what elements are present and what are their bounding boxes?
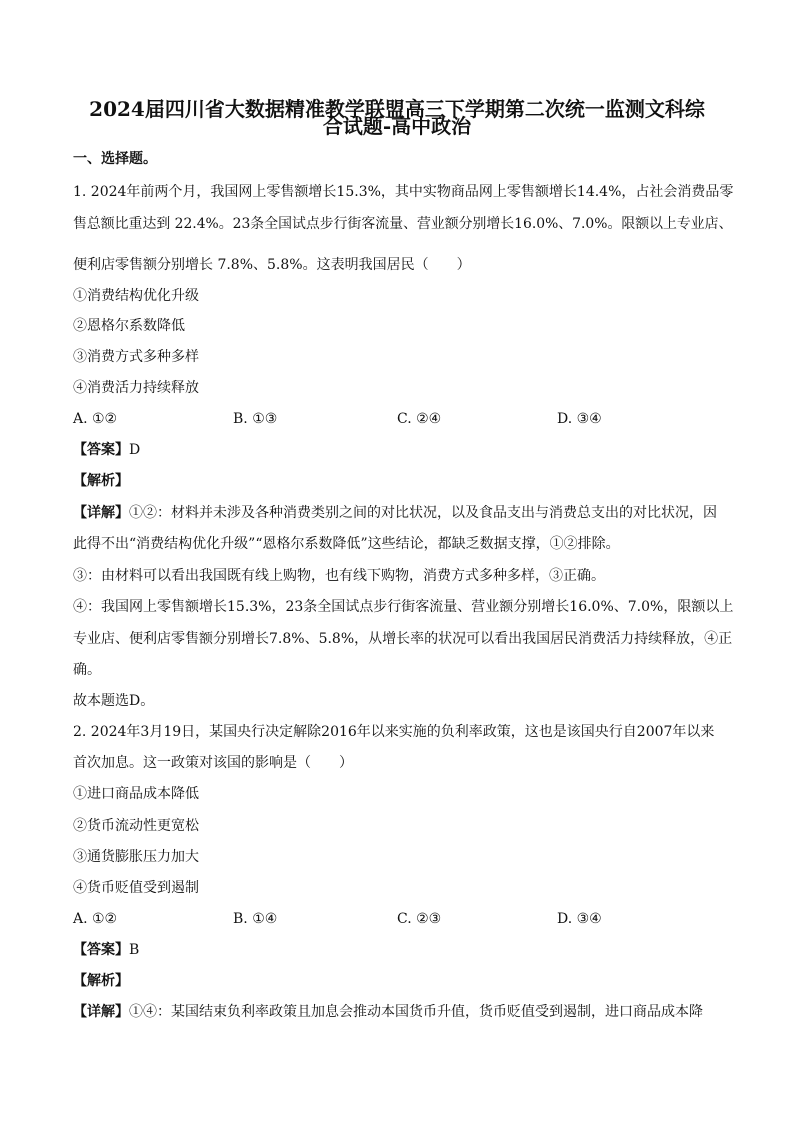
q2-item: ④货币贬值受到遏制 <box>73 880 199 896</box>
answer-value: D <box>129 442 141 458</box>
q1-answer <box>73 441 733 459</box>
q1-option-b: B. ①③ <box>233 411 278 427</box>
q1-stem-line: 售总额比重达到 22.4%。23条全国试点步行街客流量、营业额分别增长16.0%、7.0%。限额以上专业店、 <box>73 216 733 232</box>
q1-option-d: D. ③④ <box>557 411 602 427</box>
q2-analysis-tag: 【解析】 <box>73 973 129 989</box>
q2-option-b: B. ①④ <box>233 911 278 927</box>
answer-tag: 【答案】 <box>73 442 129 458</box>
q1-stem-line: 1. 2024年前两个月，我国网上零售额增长15.3%，其中实物商品网上零售额增长14.4%，占社会消费品零 <box>73 184 734 200</box>
q1-option-a: A. ①② <box>73 411 118 427</box>
q1-explanation-line: 此得不出“消费结构优化升级”“恩格尔系数降低”这些结论，都缺乏数据支撑，①②排除。 <box>73 536 620 552</box>
q2-option-d: D. ③④ <box>557 911 602 927</box>
q2-item: ①进口商品成本降低 <box>73 786 199 802</box>
q2-stem-line: 首次加息。这一政策对该国的影响是（ ） <box>73 755 353 771</box>
q1-item: ②恩格尔系数降低 <box>73 318 185 334</box>
q1-item: ③消费方式多种多样 <box>73 349 199 365</box>
q1-explanation-line <box>73 504 733 522</box>
q1-stem-line: 便利店零售额分别增长 7.8%、5.8%。这表明我国居民（ ） <box>73 257 471 273</box>
document-title-line-1: 2024届四川省大数据精准教学联盟高三下学期第二次统一监测文科综 <box>89 97 705 121</box>
detail-tag: 【详解】 <box>73 505 129 521</box>
q1-explanation-line: 确。 <box>73 662 101 678</box>
explanation-text: ①②：材料并未涉及各种消费类别之间的对比状况，以及食品支出与消费总支出的对比状况，因 <box>129 505 717 521</box>
q1-explanation-line: 故本题选D。 <box>73 693 155 709</box>
q1-explanation-line: ③：由材料可以看出我国既有线上购物，也有线下购物，消费方式多种多样，③正确。 <box>73 568 605 584</box>
answer-tag: 【答案】 <box>73 942 129 958</box>
q1-explanation-line: ④：我国网上零售额增长15.3%，23条全国试点步行街客流量、营业额分别增长16.0%、7.0%，限额以上 <box>73 599 734 615</box>
q1-explanation-line: 专业店、便利店零售额分别增长7.8%、5.8%，从增长率的状况可以看出我国居民消费活力持续释放，④正 <box>73 631 733 647</box>
q2-explanation-line <box>73 1003 733 1021</box>
section-heading: 一、选择题。 <box>73 151 157 167</box>
q2-option-a: A. ①② <box>73 911 118 927</box>
answer-value: B <box>129 942 140 958</box>
q2-answer <box>73 941 733 959</box>
q2-item: ③通货膨胀压力加大 <box>73 849 199 865</box>
q2-option-c: C. ②③ <box>397 911 442 927</box>
q1-item: ④消费活力持续释放 <box>73 380 199 396</box>
explanation-text: ①④：某国结束负利率政策且加息会推动本国货币升值，货币贬值受到遏制，进口商品成本降 <box>129 1004 703 1020</box>
document-title-line-2: 合试题-高中政治 <box>322 114 472 138</box>
q1-option-c: C. ②④ <box>397 411 442 427</box>
q1-analysis-tag: 【解析】 <box>73 473 129 489</box>
q2-item: ②货币流动性更宽松 <box>73 818 199 834</box>
q1-item: ①消费结构优化升级 <box>73 288 199 304</box>
q2-stem-line: 2. 2024年3月19日，某国央行决定解除2016年以来实施的负利率政策，这也是该国央行自2007年以来 <box>73 724 715 740</box>
detail-tag: 【详解】 <box>73 1004 129 1020</box>
